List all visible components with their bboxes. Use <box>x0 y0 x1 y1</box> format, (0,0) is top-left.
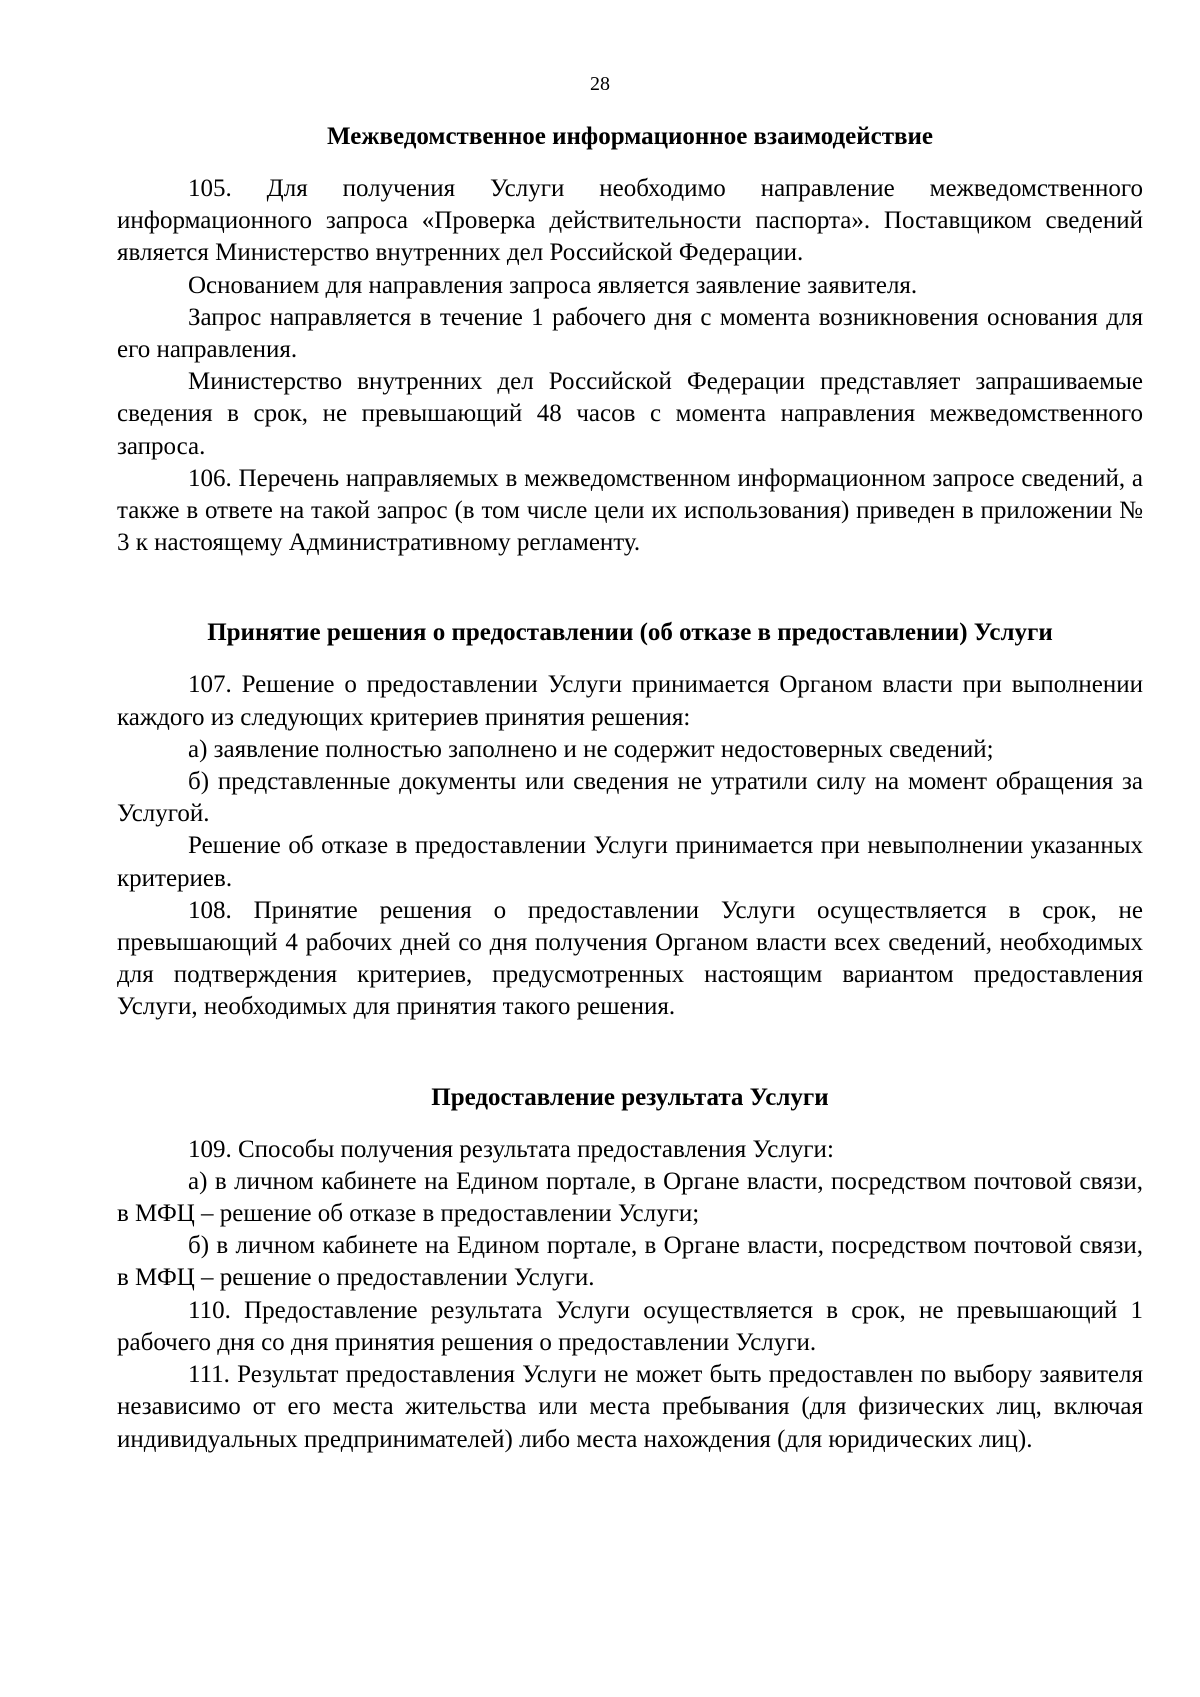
section-heading: Предоставление результата Услуги <box>431 1083 829 1111</box>
paragraph: 110. Предоставление результата Услуги осуществляется в срок, не превышающий 1 рабочего дня со дня принятия решения о предоставлении Услуги. <box>117 1296 1143 1356</box>
section-interagency-interaction <box>117 121 1143 559</box>
paragraph: 111. Результат предоставления Услуги не может быть предоставлен по выбору заявителя независимо от его места жительства или места пребывания (для физических лиц, включая индивидуальных предпринимателей) либо места нахождения (для юридических лиц). <box>117 1361 1143 1453</box>
paragraph: Основанием для направления запроса является заявление заявителя. <box>188 271 918 299</box>
paragraph: Решение об отказе в предоставлении Услуги принимается при невыполнении указанных критериев. <box>117 832 1143 892</box>
text-column <box>117 121 1143 1456</box>
paragraph: 108. Принятие решения о предоставлении Услуги осуществляется в срок, не превышающий 4 рабочих дней со дня получения Органом власти всех сведений, необходимых для подтверждения критериев, предусмотренных настоящим вариантом предоставления Услуги, необходимых для принятия такого решения. <box>117 896 1143 1021</box>
section-decision-making <box>117 617 1143 1023</box>
paragraph: Министерство внутренних дел Российской Федерации представляет запрашиваемые сведения в срок, не превышающий 48 часов с момента направления межведомственного запроса. <box>117 368 1143 460</box>
paragraph: 105. Для получения Услуги необходимо направление межведомственного информационного запроса «Проверка действительности паспорта». Поставщиком сведений является Министерство внутренних дел Российской Федерации. <box>117 175 1143 267</box>
paragraph: б) представленные документы или сведения не утратили силу на момент обращения за Услугой. <box>117 768 1143 828</box>
section-result-delivery <box>117 1082 1143 1456</box>
paragraph: 107. Решение о предоставлении Услуги принимается Органом власти при выполнении каждого из следующих критериев принятия решения: <box>117 671 1143 731</box>
section-heading: Межведомственное информационное взаимодействие <box>327 123 933 150</box>
paragraph: а) в личном кабинете на Едином портале, в Органе власти, посредством почтовой связи, в МФЦ – решение об отказе в предоставлении Услуги; <box>117 1167 1143 1228</box>
paragraph: Запрос направляется в течение 1 рабочего дня с момента возникновения основания для его направления. <box>117 303 1143 364</box>
page-number: 28 <box>590 73 610 95</box>
paragraph: 106. Перечень направляемых в межведомственном информационном запросе сведений, а также в ответе на такой запрос (в том числе цели их использования) приведен в приложении № 3 к настоящему Административному регламенту. <box>117 464 1143 557</box>
paragraph: а) заявление полностью заполнено и не содержит недостоверных сведений; <box>188 735 994 763</box>
section-heading: Принятие решения о предоставлении (об отказе в предоставлении) Услуги <box>207 619 1053 647</box>
section-body <box>117 1134 1143 1456</box>
paragraph: б) в личном кабинете на Едином портале, в Органе власти, посредством почтовой связи, в МФЦ – решение о предоставлении Услуги. <box>117 1232 1143 1292</box>
paragraph: 109. Способы получения результата предоставления Услуги: <box>188 1135 834 1163</box>
section-body <box>117 669 1143 1023</box>
section-body <box>117 173 1143 559</box>
